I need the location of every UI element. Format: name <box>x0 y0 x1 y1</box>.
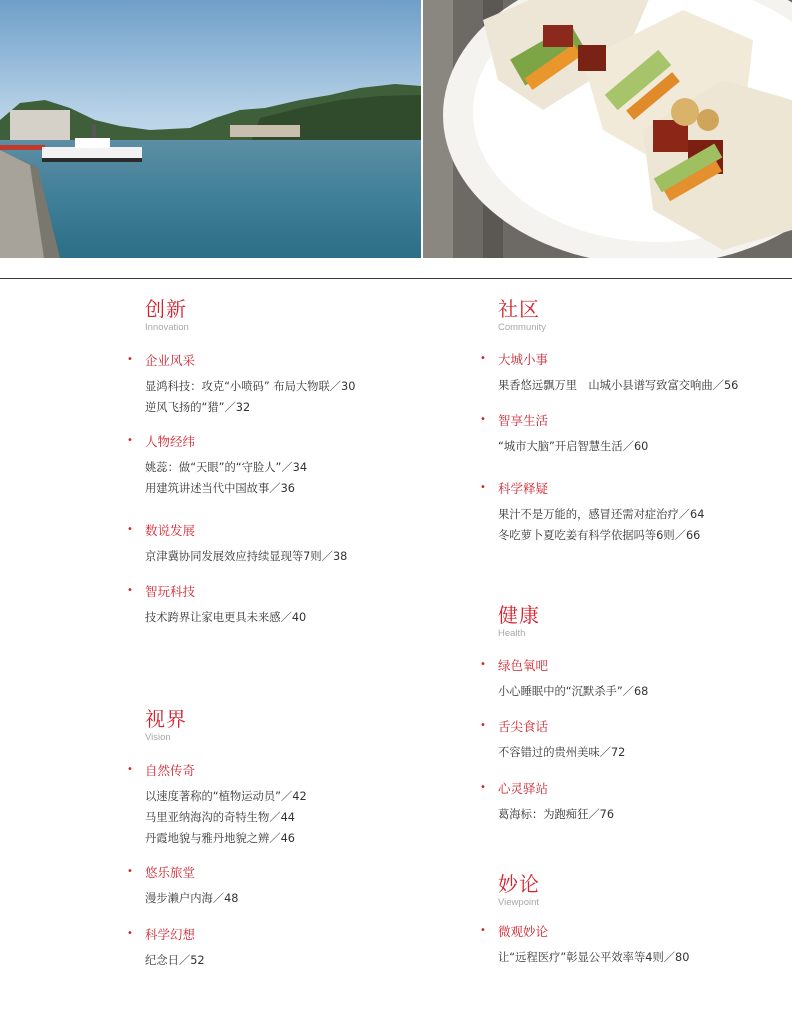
category-heading[interactable] <box>127 584 196 600</box>
category-heading[interactable] <box>480 352 549 368</box>
category-heading[interactable] <box>480 658 549 674</box>
section-viewpoint <box>498 873 540 908</box>
section-title: 社区 <box>498 297 540 321</box>
category-label: 微观妙论 <box>498 924 549 939</box>
category-label: 人物经纬 <box>145 434 196 449</box>
article-entry[interactable]: 漫步濑户内海／48 <box>145 892 239 905</box>
category-heading[interactable] <box>480 719 549 735</box>
bullet-icon: • <box>127 928 133 939</box>
section-vision <box>145 708 187 743</box>
harbor-photo-image <box>0 0 421 258</box>
category-heading[interactable] <box>480 924 549 940</box>
category-label: 大城小事 <box>498 352 549 367</box>
article-entry[interactable]: 显鸿科技：攻克“小喷码” 布局大物联／30 <box>145 380 356 393</box>
category-label: 数说发展 <box>145 523 196 538</box>
food-photo-image <box>423 0 792 258</box>
article-entry[interactable]: “城市大脑”开启智慧生活／60 <box>498 440 649 453</box>
article-entry[interactable]: 果香悠远飘万里 山城小县谱写致富交响曲／56 <box>498 379 739 392</box>
category-heading[interactable] <box>127 353 196 369</box>
category-label: 心灵驿站 <box>498 781 549 796</box>
category-label: 自然传奇 <box>145 763 196 778</box>
category-label: 舌尖食话 <box>498 719 549 734</box>
section-community <box>498 298 546 333</box>
category-heading[interactable] <box>127 763 196 779</box>
bullet-icon: • <box>127 524 133 535</box>
article-entry[interactable]: 小心睡眠中的“沉默杀手”／68 <box>498 685 649 698</box>
category-heading[interactable] <box>127 927 196 943</box>
category-label: 科学释疑 <box>498 481 549 496</box>
article-entry[interactable]: 纪念日／52 <box>145 954 205 967</box>
article-entry[interactable]: 姚蕊：做“天眼”的“守脸人”／34 <box>145 461 308 474</box>
section-title: 创新 <box>145 297 187 321</box>
harbor-photo <box>0 0 421 258</box>
article-entry[interactable]: 不容错过的贵州美味／72 <box>498 746 626 759</box>
section-subtitle: Viewpoint <box>498 897 540 908</box>
category-label: 绿色氧吧 <box>498 658 549 673</box>
section-subtitle: Community <box>498 322 547 333</box>
category-label: 悠乐旅堂 <box>145 865 196 880</box>
article-entry[interactable]: 葛海标：为跑痴狂／76 <box>498 808 615 821</box>
bullet-icon: • <box>127 764 133 775</box>
article-entry[interactable]: 技术跨界让家电更具未来感／40 <box>145 611 307 624</box>
category-label: 智玩科技 <box>145 584 196 599</box>
article-entry[interactable]: 马里亚纳海沟的奇特生物／44 <box>145 811 295 824</box>
article-entry[interactable]: 果汁不是万能的，感冒还需对症治疗／64 <box>498 508 705 521</box>
food-photo <box>423 0 792 258</box>
bullet-icon: • <box>480 414 486 425</box>
category-label: 智享生活 <box>498 413 549 428</box>
category-heading[interactable] <box>480 413 549 429</box>
section-subtitle: Vision <box>145 732 171 743</box>
bullet-icon: • <box>480 659 486 670</box>
category-heading[interactable] <box>480 481 549 497</box>
divider-rule <box>0 278 792 279</box>
section-subtitle: Innovation <box>145 322 189 333</box>
article-entry[interactable]: 京津冀协同发展效应持续显现等7则／38 <box>145 550 348 563</box>
category-heading[interactable] <box>127 434 196 450</box>
article-entry[interactable]: 让“远程医疗”彰显公平效率等4则／80 <box>498 951 690 964</box>
bullet-icon: • <box>127 866 133 877</box>
category-heading[interactable] <box>127 523 196 539</box>
category-heading[interactable] <box>127 865 196 881</box>
category-heading[interactable] <box>480 781 549 797</box>
category-label: 科学幻想 <box>145 927 196 942</box>
article-entry[interactable]: 以速度著称的“植物运动员”／42 <box>145 790 307 803</box>
article-entry[interactable]: 冬吃萝卜夏吃姜有科学依据吗等6则／66 <box>498 529 701 542</box>
section-subtitle: Health <box>498 628 526 639</box>
bullet-icon: • <box>127 585 133 596</box>
bullet-icon: • <box>480 482 486 493</box>
bullet-icon: • <box>480 720 486 731</box>
bullet-icon: • <box>480 782 486 793</box>
bullet-icon: • <box>127 435 133 446</box>
article-entry[interactable]: 用建筑讲述当代中国故事／36 <box>145 482 295 495</box>
section-health <box>498 604 540 639</box>
section-innovation <box>145 298 189 333</box>
bullet-icon: • <box>127 354 133 365</box>
bullet-icon: • <box>480 925 486 936</box>
category-label: 企业风采 <box>145 353 196 368</box>
section-title: 妙论 <box>498 872 540 896</box>
article-entry[interactable]: 逆风飞扬的“猎”／32 <box>145 401 251 414</box>
bullet-icon: • <box>480 353 486 364</box>
article-entry[interactable]: 丹霞地貌与雅丹地貌之辨／46 <box>145 832 295 845</box>
section-title: 视界 <box>145 707 187 731</box>
section-title: 健康 <box>498 603 540 627</box>
